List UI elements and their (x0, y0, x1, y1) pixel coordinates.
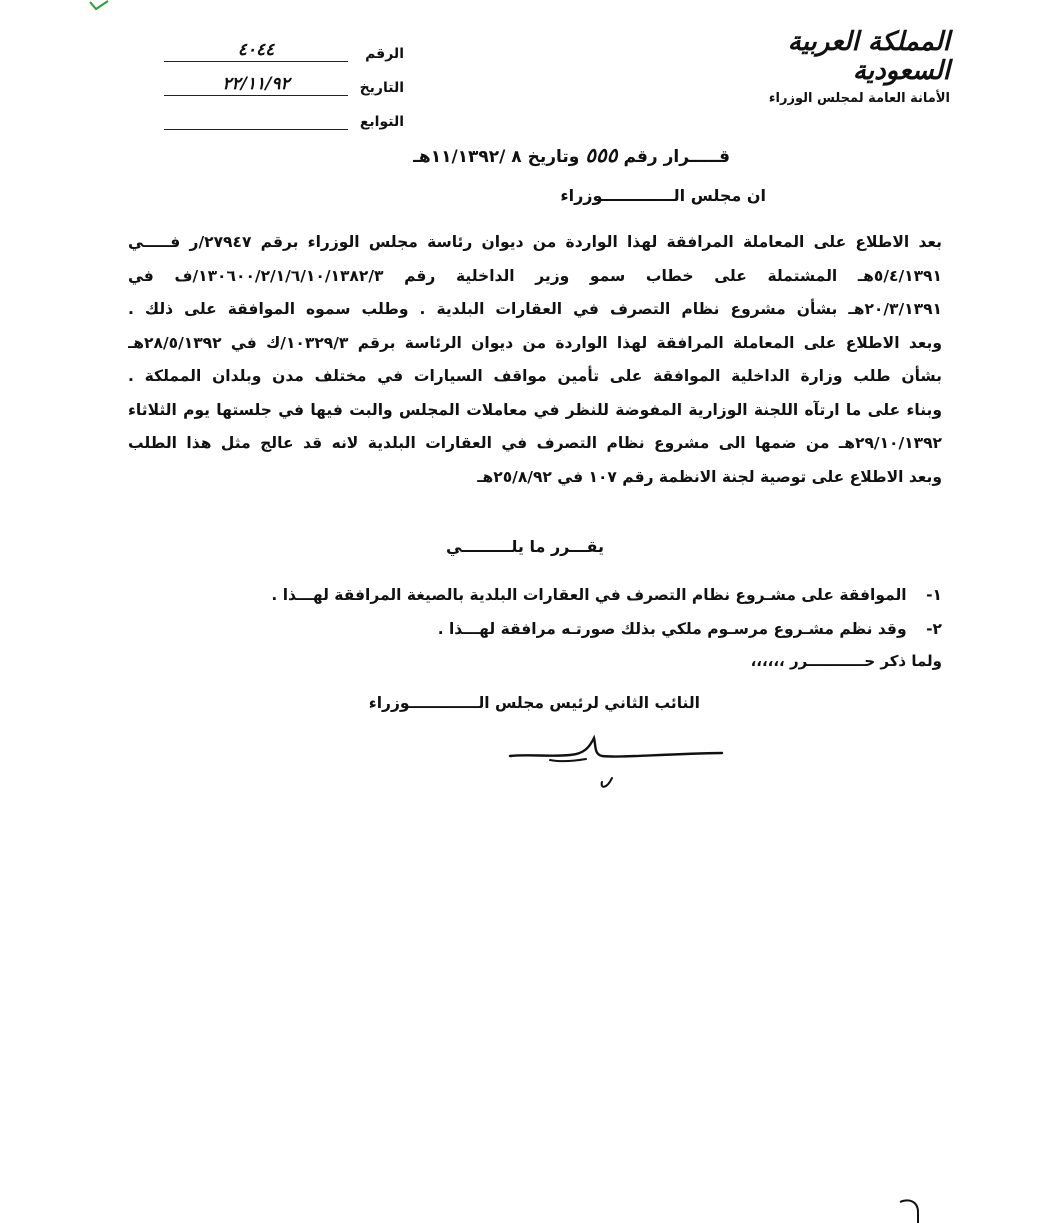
decision-item-text: وقد نظم مشـروع مرسـوم ملكي بذلك صورتـه مرافقة لهـــذا . (437, 620, 907, 638)
preamble (128, 226, 942, 494)
decision-prefix: قـــــرار رقم (623, 147, 730, 167)
decision-item (222, 578, 942, 612)
corner-tick-mark (88, 0, 110, 12)
decision-items (222, 578, 942, 646)
reference-attachments-label: التوابع (359, 114, 404, 130)
closing-line: ولما ذكر حـــــــــــرر ،،،،،، (750, 652, 942, 670)
reference-date-value: ٢٢/١١/٩٢ (164, 73, 348, 96)
preamble-line: بشأن طلب وزارة الداخلية الموافقة على تأمين مواقف السيارات في مختلف مدن وبلدان المملكة . (128, 367, 942, 385)
decision-item (222, 612, 942, 646)
preamble-line: وبعد الاطلاع على توصية لجنة الانظمة رقم ١٠٧ في ٢٥/٨/٩٢هـ (477, 467, 942, 486)
letterhead-kingdom: المملكة العربية السعودية (787, 27, 950, 86)
decision-item-number: ١- (926, 586, 942, 604)
preamble-line: بعد الاطلاع على المعاملة المرافقة لهذا الواردة من ديوان رئاسة مجلس الوزراء برقم ٢٧٩٤٧/ر فـــــي (128, 233, 942, 251)
reference-block (164, 28, 404, 130)
preamble-line: ٥/٤/١٣٩١هـ المشتملة على خطاب سمو وزير الداخلية رقم ١٣٠٦٠٠/٢/١/٦/١٠/١٣٨٢/٣/ف في (128, 266, 942, 285)
decision-number: ٥٥٥ (585, 143, 618, 167)
signatory-title: النائب الثاني لرئيس مجلس الـــــــــــــوزراء (368, 694, 700, 712)
decision-item-text: الموافقة على مشـروع نظام التصرف في العقارات البلدية بالصيغة المرافقة لهـــذا . (271, 586, 907, 604)
reference-number-label: الرقم (365, 46, 404, 62)
reference-number-row (164, 28, 404, 62)
page-corner-mark (896, 1196, 924, 1223)
handwritten-signature (490, 716, 730, 796)
reference-date-row (164, 62, 404, 96)
decision-item-number: ٢- (926, 620, 942, 638)
letterhead-council: الأمانة العامة لمجلس الوزراء (768, 91, 950, 107)
reference-date-label: التاريخ (359, 80, 404, 96)
salutation: ان مجلس الـــــــــــــوزراء (560, 186, 766, 205)
signature-block (320, 694, 700, 796)
decides-heading: يقـــرر ما يلـــــــــي (445, 537, 605, 556)
letterhead-emblem (754, 28, 950, 106)
decision-heading (260, 143, 730, 167)
reference-number-value: ٤٠٤٤ (164, 39, 348, 62)
preamble-line: ٢٩/١٠/١٣٩٢هـ من ضمها الى مشروع نظام التصرف في العقارات البلدية لانه قد عالج مثل هذا الطلب (128, 434, 942, 452)
reference-attachments-row (164, 96, 404, 130)
preamble-line: وبناء على ما ارتآه اللجنة الوزارية المفوضة للنظر في معاملات المجلس والبت فيها في جلستها يوم الثلاثاء (128, 400, 942, 419)
reference-attachments-value (164, 107, 348, 130)
preamble-line: ٢٠/٣/١٣٩١هـ بشأن مشروع نظام التصرف في العقارات البلدية . وطلب سموه الموافقة على ذلك . (128, 300, 942, 318)
decision-date: وتاريخ ٨ /١١/١٣٩٢هـ (413, 147, 580, 167)
preamble-line: وبعد الاطلاع على المعاملة المرافقة لهذا الواردة من ديوان الرئاسة برقم ١٠٣٢٩/٣/ك في ٢٨/٥/١٣٩٢هـ (128, 333, 942, 352)
